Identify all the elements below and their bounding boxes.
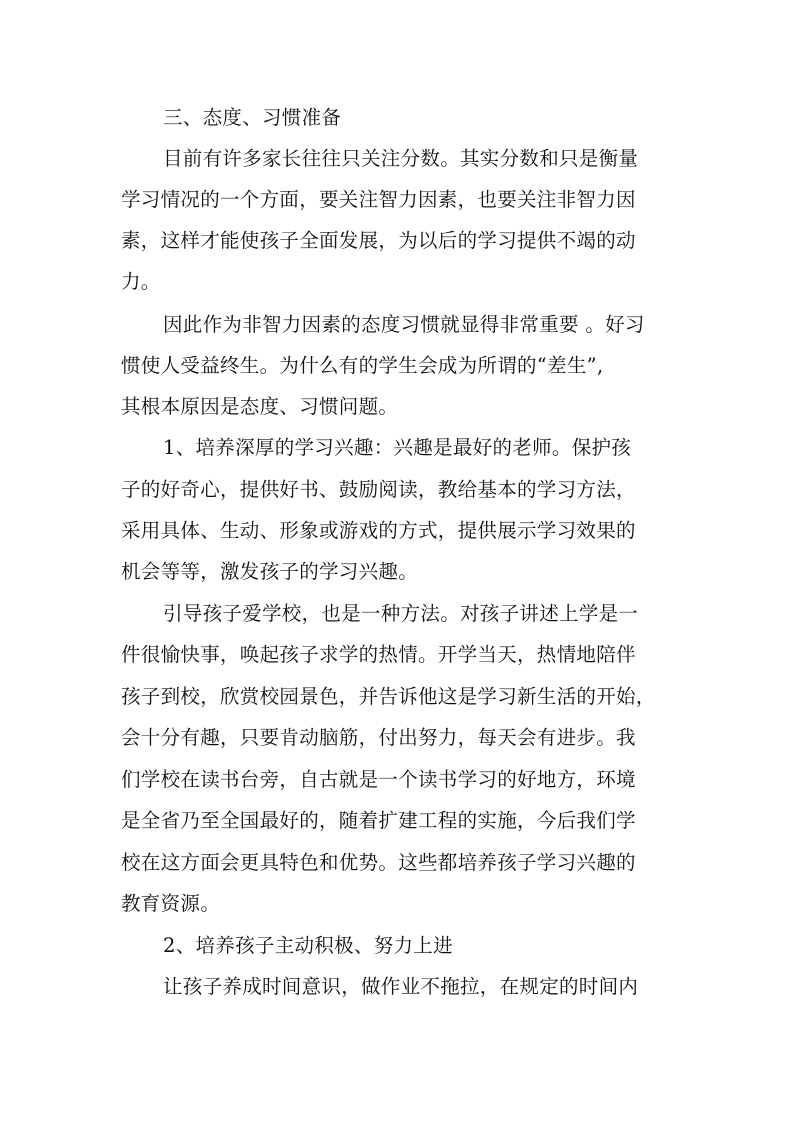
text-line: 件很愉快事，唤起孩子求学的热情。开学当天，热情地陪伴 bbox=[121, 643, 636, 666]
text-line: 让孩子养成时间意识，做作业不拖拉，在规定的时间内 bbox=[163, 975, 639, 998]
text-line: 会十分有趣，只要肯动脑筋，付出努力，每天会有进步。我 bbox=[121, 726, 636, 749]
text-line: 其根本原因是态度、习惯问题。 bbox=[121, 395, 399, 418]
text-line: 们学校在读书台旁，自古就是一个读书学习的好地方，环境 bbox=[121, 768, 636, 791]
text-line: 力。 bbox=[121, 270, 161, 293]
text-line: 是全省乃至全国最好的，随着扩建工程的实施，今后我们学 bbox=[121, 809, 636, 832]
text-line: 子的好奇心，提供好书、鼓励阅读，教给基本的学习方法， bbox=[121, 478, 636, 501]
text-line: 惯使人受益终生。为什么有的学生会成为所谓的“差生”, bbox=[121, 354, 604, 377]
text-line: 校在这方面会更具特色和优势。这些都培养孩子学习兴趣的 bbox=[121, 851, 636, 874]
text-line: 2、培养孩子主动积极、努力上进 bbox=[163, 934, 453, 957]
section-heading: 三、态度、习惯准备 bbox=[163, 106, 342, 129]
text-line: 引导孩子爱学校，也是一种方法。对孩子讲述上学是一 bbox=[163, 602, 639, 625]
text-line: 1、培养深厚的学习兴趣：兴趣是最好的老师。保护孩 bbox=[163, 436, 632, 459]
text-line: 机会等等，激发孩子的学习兴趣。 bbox=[121, 560, 419, 583]
text-line: 教育资源。 bbox=[121, 892, 221, 915]
text-line: 素，这样才能使孩子全面发展，为以后的学习提供不竭的动 bbox=[121, 229, 636, 252]
text-line: 因此作为非智力因素的态度习惯就显得非常重要 。好习 bbox=[163, 313, 645, 336]
text-line: 孩子到校，欣赏校园景色，并告诉他这是学习新生活的开始， bbox=[121, 685, 656, 708]
text-line: 采用具体、生动、形象或游戏的方式，提供展示学习效果的 bbox=[121, 519, 636, 542]
text-line: 目前有许多家长往往只关注分数。其实分数和只是衡量 bbox=[163, 147, 639, 170]
text-line: 学习情况的一个方面，要关注智力因素，也要关注非智力因 bbox=[121, 188, 636, 211]
